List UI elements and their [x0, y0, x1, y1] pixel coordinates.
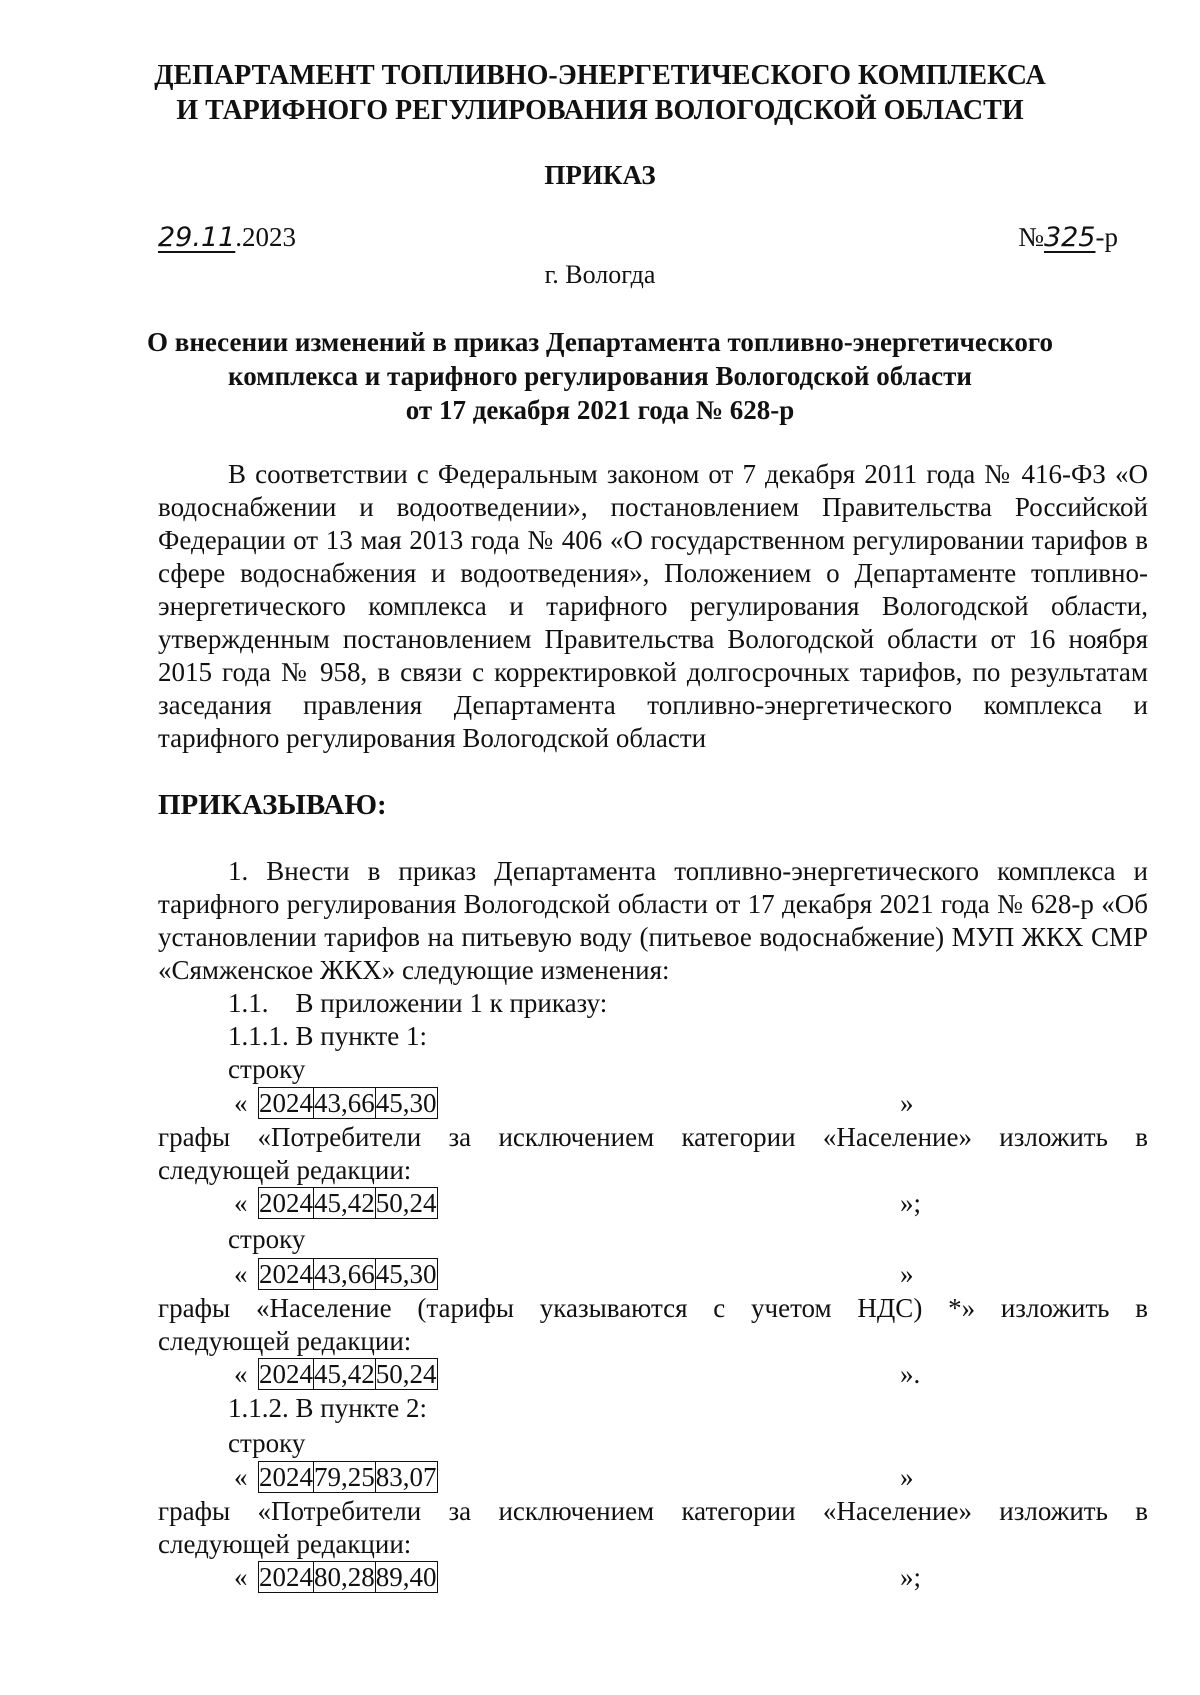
cell-value-1: 45,42	[314, 1359, 375, 1389]
number-sign: №	[1018, 222, 1044, 252]
graphy-population: графы «Население (тарифы указываются с учетом НДС) *» изложить в	[158, 1293, 1148, 1323]
cell-value-1: 79,25	[314, 1462, 375, 1492]
open-quote: «	[234, 1088, 248, 1118]
cell-year: 2024	[259, 1088, 313, 1118]
item-1-paragraph: 1. Внести в приказ Департамента топливно-энергетического комплекса и тарифного регулирования Вологодской области от 17 декабря 2021 года № 628-р «Об установлении тарифов на питьевую воду (питьевое водоснабжение) МУП ЖКХ СМР «Сямженское ЖКХ» следующие изменения:	[158, 856, 1148, 985]
stroku-label: строку	[228, 1428, 306, 1458]
cell-year: 2024	[259, 1259, 313, 1289]
cell-value-2: 45,30	[375, 1088, 437, 1118]
department-line-1: ДЕПАРТАМЕНТ ТОПЛИВНО-ЭНЕРГЕТИЧЕСКОГО КОМПЛЕКСА	[154, 60, 1046, 91]
open-quote: «	[234, 1259, 248, 1289]
order-number	[1018, 222, 1118, 253]
stroku-label: строку	[228, 1054, 306, 1084]
handwritten-number: 325	[1043, 222, 1096, 253]
order-date	[158, 222, 296, 252]
open-quote: «	[234, 1462, 248, 1492]
cell-value-1: 45,42	[314, 1188, 375, 1218]
close-quote: ».	[900, 1359, 921, 1389]
subject-line-2: комплекса и тарифного регулирования Вологодской области	[228, 361, 972, 391]
subject-line-1: О внесении изменений в приказ Департамента топливно-энергетического	[146, 327, 1053, 357]
item-1-1: 1.1. В приложении 1 к приказу:	[228, 988, 608, 1018]
date-number-line	[158, 222, 1118, 253]
item-1-1-1: 1.1.1. В пункте 1:	[228, 1021, 427, 1051]
cell-value-1: 80,28	[314, 1562, 375, 1592]
cell-year: 2024	[259, 1562, 313, 1592]
open-quote: «	[234, 1188, 248, 1218]
city: г. Вологда	[544, 260, 656, 289]
open-quote: «	[234, 1359, 248, 1389]
order-subject	[0, 325, 1200, 427]
cell-value-2: 89,40	[375, 1562, 437, 1592]
document-type: ПРИКАЗ	[544, 160, 656, 190]
subject-line-3: от 17 декабря 2021 года № 628-р	[405, 395, 795, 425]
next-edition-label: следующей редакции:	[158, 1529, 412, 1559]
close-quote: »	[900, 1462, 914, 1492]
graphy-consumers-1: графы «Потребители за исключением категории «Население» изложить в	[158, 1122, 1148, 1152]
stroku-label: строку	[228, 1224, 306, 1254]
cell-value-1: 43,66	[314, 1259, 375, 1289]
number-suffix: -р	[1095, 222, 1118, 252]
handwritten-date: 29.11	[158, 222, 236, 253]
cell-year: 2024	[259, 1462, 313, 1492]
open-quote: «	[234, 1562, 248, 1592]
close-quote: »	[900, 1088, 914, 1118]
cell-value-2: 83,07	[375, 1462, 437, 1492]
cell-value-2: 45,30	[375, 1259, 437, 1289]
cell-year: 2024	[259, 1359, 313, 1389]
department-line-2: И ТАРИФНОГО РЕГУЛИРОВАНИЯ ВОЛОГОДСКОЙ ОБЛАСТИ	[176, 95, 1024, 126]
cell-value-1: 43,66	[314, 1088, 375, 1118]
item-1-1-2: 1.1.2. В пункте 2:	[228, 1393, 427, 1423]
order-word: ПРИКАЗЫВАЮ:	[158, 789, 387, 821]
next-edition-label: следующей редакции:	[158, 1155, 412, 1185]
close-quote: »;	[900, 1188, 922, 1218]
date-year: .2023	[235, 222, 297, 252]
next-edition-label: следующей редакции:	[158, 1326, 412, 1356]
department-heading	[0, 58, 1200, 128]
cell-value-2: 50,24	[375, 1188, 437, 1218]
close-quote: »	[900, 1259, 914, 1289]
cell-value-2: 50,24	[375, 1359, 437, 1389]
cell-year: 2024	[259, 1188, 313, 1218]
preamble-paragraph: В соответствии с Федеральным законом от 7 декабря 2011 года № 416-ФЗ «О водоснабжении и водоотведении», постановлением Правительства Российской Федерации от 13 мая 2013 года № 406 «О государственном регулировании тарифов в сфере водоснабжения и водоотведения», Положением о Департаменте топливно-энергетического комплекса и тарифного регулирования Вологодской области, утвержденным постановлением Правительства Вологодской области от 16 ноября 2015 года № 958, в связи с корректировкой долгосрочных тарифов, по результатам заседания правления Департамента топливно-энергетического комплекса и тарифного регулирования Вологодской области	[158, 459, 1148, 753]
close-quote: »;	[900, 1562, 922, 1592]
graphy-consumers-2: графы «Потребители за исключением категории «Население» изложить в	[158, 1496, 1148, 1526]
